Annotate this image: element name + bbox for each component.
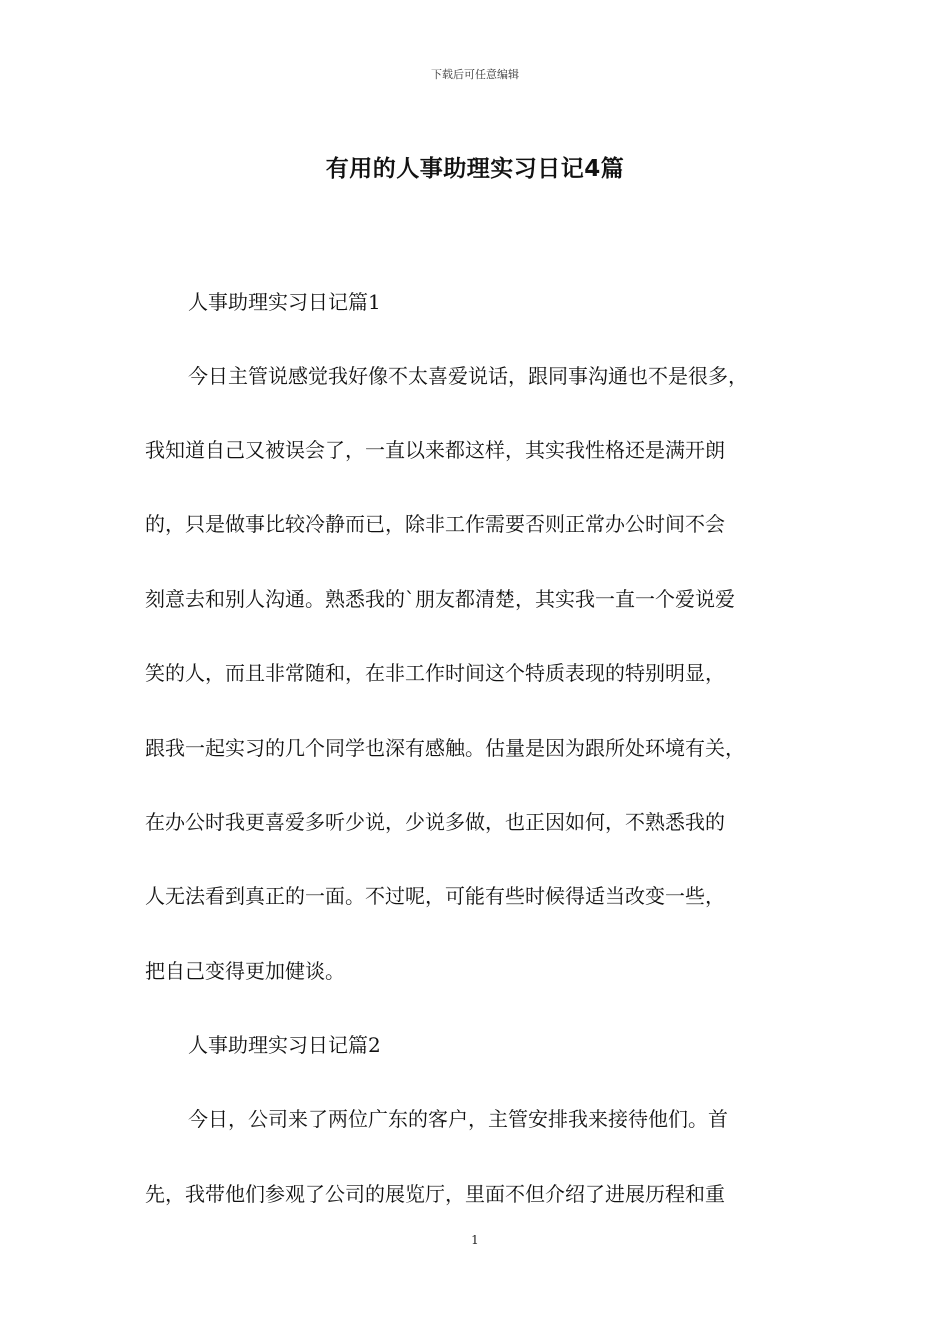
paragraph-line: 今日主管说感觉我好像不太喜爱说话，跟同事沟通也不是很多， (188, 364, 748, 388)
page-number: 1 (471, 1233, 479, 1247)
paragraph-line: 把自己变得更加健谈。 (145, 959, 345, 983)
section-heading-2: 人事助理实习日记篇2 (188, 1033, 381, 1057)
section-heading-1: 人事助理实习日记篇1 (188, 290, 381, 314)
paragraph-line: 今日，公司来了两位广东的客户，主管安排我来接待他们。首 (188, 1107, 728, 1131)
paragraph-line: 刻意去和别人沟通。熟悉我的`朋友都清楚，其实我一直一个爱说爱 (145, 587, 735, 611)
paragraph-line: 在办公时我更喜爱多听少说，少说多做，也正因如何，不熟悉我的 (145, 810, 725, 834)
paragraph-line: 笑的人，而且非常随和，在非工作时间这个特质表现的特别明显， (145, 661, 725, 685)
document-title: 有用的人事助理实习日记4篇 (325, 156, 625, 182)
paragraph-line: 我知道自己又被误会了，一直以来都这样，其实我性格还是满开朗 (145, 438, 725, 462)
paragraph-line: 先，我带他们参观了公司的展览厅，里面不但介绍了进展历程和重 (145, 1182, 725, 1206)
page-header-note: 下载后可任意编辑 (431, 68, 519, 81)
paragraph-line: 跟我一起实习的几个同学也深有感触。估量是因为跟所处环境有关， (145, 736, 745, 760)
paragraph-line: 的，只是做事比较冷静而已，除非工作需要否则正常办公时间不会 (145, 512, 725, 536)
paragraph-line: 人无法看到真正的一面。不过呢，可能有些时候得适当改变一些， (145, 884, 725, 908)
